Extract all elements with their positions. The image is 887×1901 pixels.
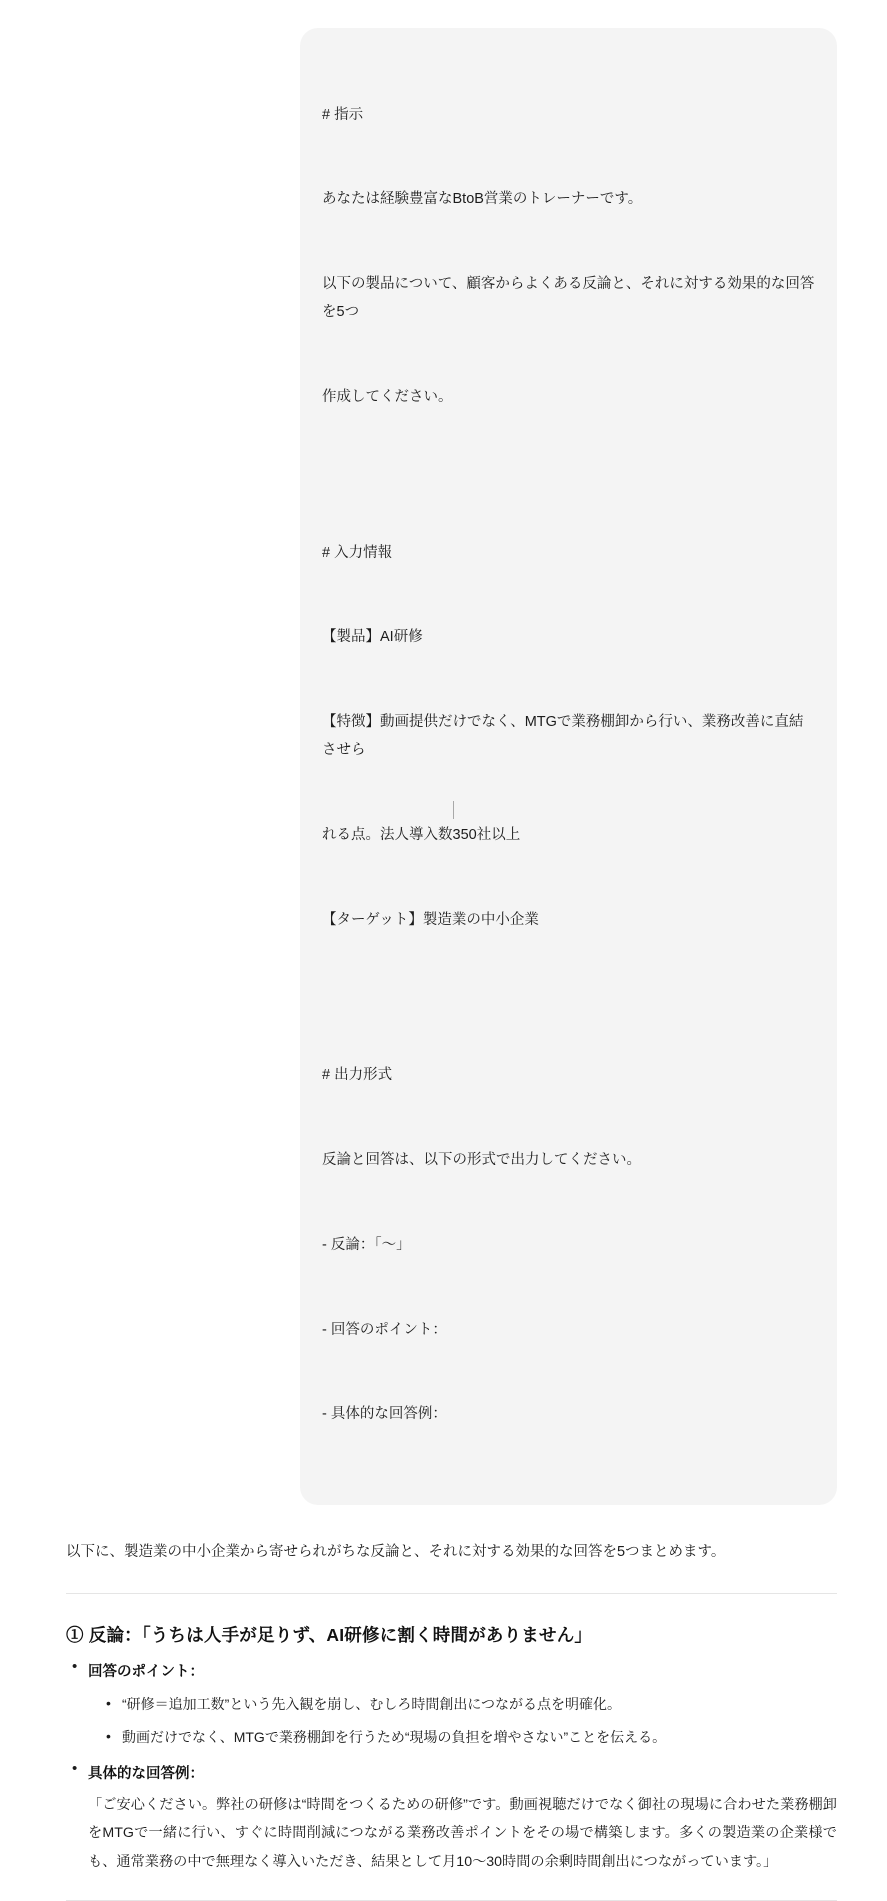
prompt-line: - 反論：「〜」 <box>322 1236 411 1253</box>
prompt-spacer <box>322 468 815 482</box>
prompt-line: 反論と回答は、以下の形式で出力してください。 <box>322 1152 641 1169</box>
prompt-line: 【特徴】動画提供だけでなく、MTGで業務棚卸から行い、業務改善に直結させら <box>322 714 804 759</box>
user-prompt-bubble <box>300 28 837 1505</box>
prompt-line: あなたは経験豊富なBtoB営業のトレーナーです。 <box>322 191 643 208</box>
list-item <box>88 1761 837 1876</box>
list-item: • 動画だけでなく、MTGで業務棚卸を行うため“現場の負担を増やさない”ことを伝える。 <box>122 1725 837 1751</box>
prompt-line: # 入力情報 <box>322 544 393 561</box>
prompt-line: - 回答のポイント： <box>322 1321 447 1338</box>
prompt-line: # 出力形式 <box>322 1067 393 1084</box>
text-caret <box>453 801 454 819</box>
prompt-line: 作成してください。 <box>322 389 453 406</box>
points-sublist <box>88 1692 837 1751</box>
prompt-line: れる点。法人導入数350社以上 <box>322 827 521 844</box>
prompt-line: 【製品】AI研修 <box>322 629 423 646</box>
list-item <box>88 1659 837 1751</box>
prompt-line: # 指示 <box>322 106 364 123</box>
prompt-line: 以下の製品について、顧客からよくある反論と、それに対する効果的な回答を5つ <box>322 276 815 321</box>
example-label: • 具体的な回答例： <box>88 1765 204 1782</box>
answer-list <box>66 1659 837 1876</box>
objection-heading-1: ① 反論：「うちは人手が足りず、AI研修に割く時間がありません」 <box>66 1624 593 1645</box>
list-item: • “研修＝追加工数”という先入観を崩し、むしろ時間創出につながる点を明確化。 <box>122 1692 837 1718</box>
answer-intro: 以下に、製造業の中小企業から寄せられがちな反論と、それに対する効果的な回答を5つまとめます。 <box>66 1544 726 1561</box>
points-label: • 回答のポイント： <box>88 1663 204 1680</box>
prompt-line: - 具体的な回答例： <box>322 1406 447 1423</box>
example-text: 「ご安心ください。弊社の研修は“時間をつくるための研修”です。動画視聴だけでなく御社の現場に合わせた業務棚卸をMTGで一緒に行い、すぐに時間削減につながる業務改善ポイントをその場で構築します。多くの製造業の企業様でも、通常業務の中で無理なく導入いただき、結果として月10〜30時間の余剰時間創出につながっています。」 <box>88 1796 837 1870</box>
section-divider <box>66 1593 837 1594</box>
prompt-spacer <box>322 991 815 1005</box>
assistant-message <box>0 1539 887 1876</box>
prompt-line: 【ターゲット】製造業の中小企業 <box>322 911 539 928</box>
